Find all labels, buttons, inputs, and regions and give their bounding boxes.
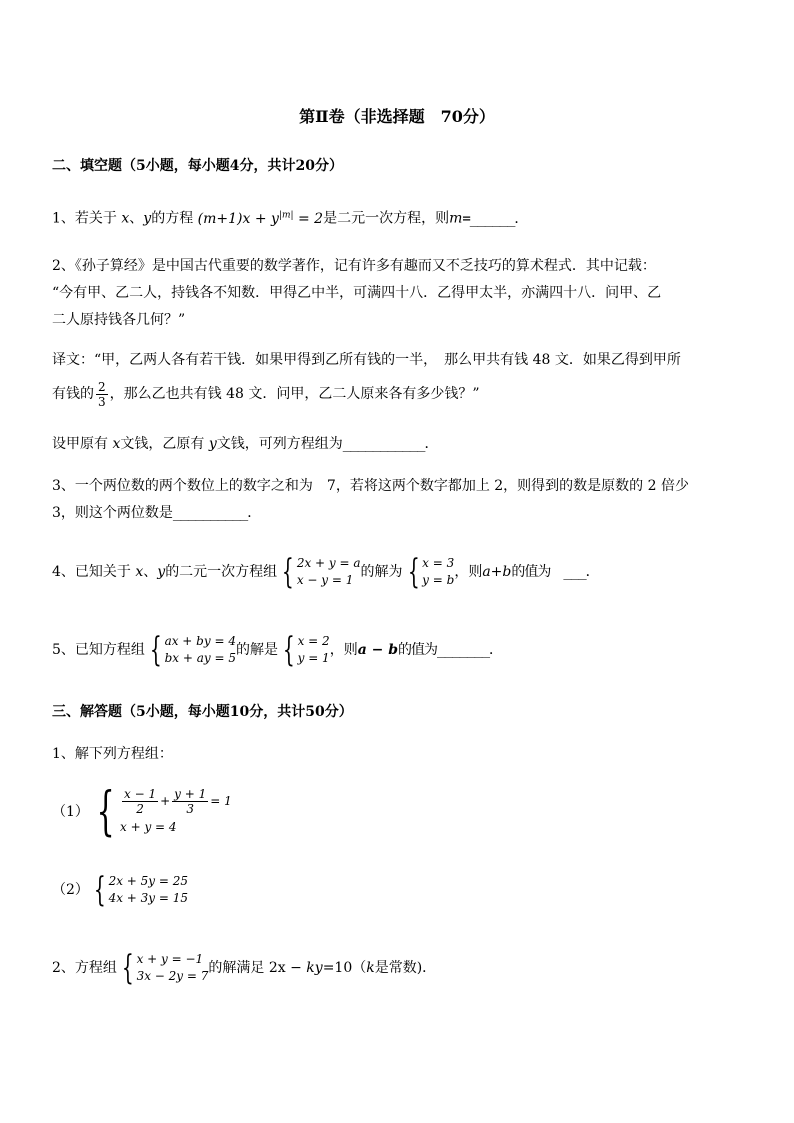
- solution-system: { x = 2 y = 1: [282, 630, 330, 670]
- solution-system: { x = 3 y = b: [407, 552, 455, 592]
- q1-equation: $(m+1)x + y^{|m|} = 2$: [197, 210, 324, 227]
- problem-1-stem: 1、解下列方程组：: [52, 746, 173, 762]
- answer-blank[interactable]: 的值为 ___．: [511, 564, 599, 580]
- answer-blank[interactable]: ___________．: [342, 436, 438, 452]
- question-2-line3: 二人原持钱各几何？”: [52, 312, 186, 328]
- question-4: 4、已知关于 x、y的二元一次方程组 { 2x + y = a x − y = 1 的解为 { x = 3 y = b ，则a+b的值为 ___．: [52, 552, 599, 592]
- equation-system: { $\frac{x - 1}{2}$ + $\frac{y + 1}{3}$ = 1 x + y = 4: [96, 782, 232, 842]
- fraction-two-thirds: $\frac{2}{3}$: [98, 379, 106, 409]
- answer-blank[interactable]: =______．: [462, 210, 528, 227]
- question-3-line1: 3、一个两位数的两个数位上的数字之和为 7，若将这两个数字都加上 2，则得到的数是原数的 2 倍少: [52, 478, 689, 494]
- problem-2: 2、方程组 { x + y = −1 3x − 2y = 7 的解满足 2x − ky=10（k是常数)．: [52, 948, 437, 988]
- answer-blank[interactable]: 的值为_______．: [398, 642, 503, 658]
- problem-1-part1: （1） { $\frac{x - 1}{2}$ + $\frac{y + 1}{3}$ = 1 x + y = 4: [52, 782, 232, 842]
- question-2-translation-1: 译文：“甲，乙两人各有若干钱．如果甲得到乙所有钱的一半， 那么甲共有钱 48 文．如果乙得到甲所: [52, 352, 681, 368]
- equation-system: { 2x + 5y = 25 4x + 3y = 15: [93, 870, 189, 910]
- question-5: 5、已知方程组 { ax + by = 4 bx + ay = 5 的解是 { x = 2 y = 1 ，则a − b的值为_______．: [52, 630, 503, 670]
- equation-system: { ax + by = 4 bx + ay = 5: [149, 630, 236, 670]
- answer-blank[interactable]: __________．: [172, 505, 261, 521]
- section-heading-fill-blank: 二、填空题（5小题，每小题4分，共计20分）: [52, 158, 343, 174]
- question-3-line2: 3，则这个两位数是__________．: [52, 505, 261, 521]
- question-2-setup: 设甲原有 x文钱，乙原有 y文钱，可列方程组为___________．: [52, 436, 438, 452]
- section-heading-solve: 三、解答题（5小题，每小题10分，共计50分）: [52, 704, 353, 720]
- equation-system: { x + y = −1 3x − 2y = 7: [121, 948, 209, 988]
- question-1: 1、若关于 x、y的方程 $(m+1)x + y^{|m|} = 2$是二元一次方程，则m=______．: [52, 210, 528, 227]
- problem-1-part2: （2） { 2x + 5y = 25 4x + 3y = 15: [52, 870, 189, 910]
- page-title: 第Ⅱ卷（非选择题 70分）: [299, 107, 495, 126]
- question-2-line1: 2、《孙子算经》是中国古代重要的数学著作，记有许多有趣而又不乏技巧的算术程式．其中记载：: [52, 258, 656, 274]
- question-2-translation-2: 有钱的 $\frac{2}{3}$ ，那么乙也共有钱 48 文．问甲，乙二人原来各有多少钱？”: [52, 379, 480, 409]
- question-2-line2: “今有甲、乙二人，持钱各不知数．甲得乙中半，可满四十八．乙得甲太半，亦满四十八．问甲、乙: [52, 285, 662, 301]
- equation-system: { 2x + y = a x − y = 1: [282, 552, 361, 592]
